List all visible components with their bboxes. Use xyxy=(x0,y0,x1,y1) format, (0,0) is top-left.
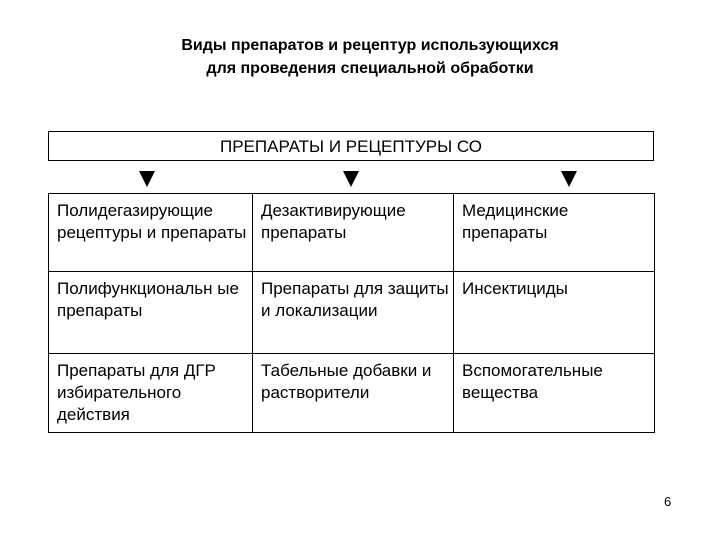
grid-cell: Вспомогательные вещества xyxy=(454,353,655,432)
down-arrow-center-icon xyxy=(343,171,359,187)
page-number: 6 xyxy=(664,494,672,509)
grid-row-2 xyxy=(49,272,655,353)
grid-row-1 xyxy=(49,194,655,272)
down-arrow-left-icon xyxy=(139,171,155,187)
title-line-1: Виды препаратов и рецептур использующихся xyxy=(181,37,559,54)
title-line-2: для проведения специальной обработки xyxy=(206,60,534,77)
grid-cell: Препараты для защиты и локализации xyxy=(253,272,454,353)
grid-row-3 xyxy=(49,353,655,432)
grid-cell: Дезактивирующие препараты xyxy=(253,194,454,272)
down-arrow-right-icon xyxy=(561,171,577,187)
grid-cell: Табельные добавки и растворители xyxy=(253,353,454,432)
grid-cell: Медицинские препараты xyxy=(454,194,655,272)
grid-cell: Полифункциональн ые препараты xyxy=(49,272,253,353)
category-grid xyxy=(48,193,655,433)
grid-cell: Препараты для ДГР избирательного действия xyxy=(49,353,253,432)
header-box: ПРЕПАРАТЫ И РЕЦЕПТУРЫ СО xyxy=(48,131,654,161)
grid-cell: Полидегазирующие рецептуры и препараты xyxy=(49,194,253,272)
grid-cell: Инсектициды xyxy=(454,272,655,353)
